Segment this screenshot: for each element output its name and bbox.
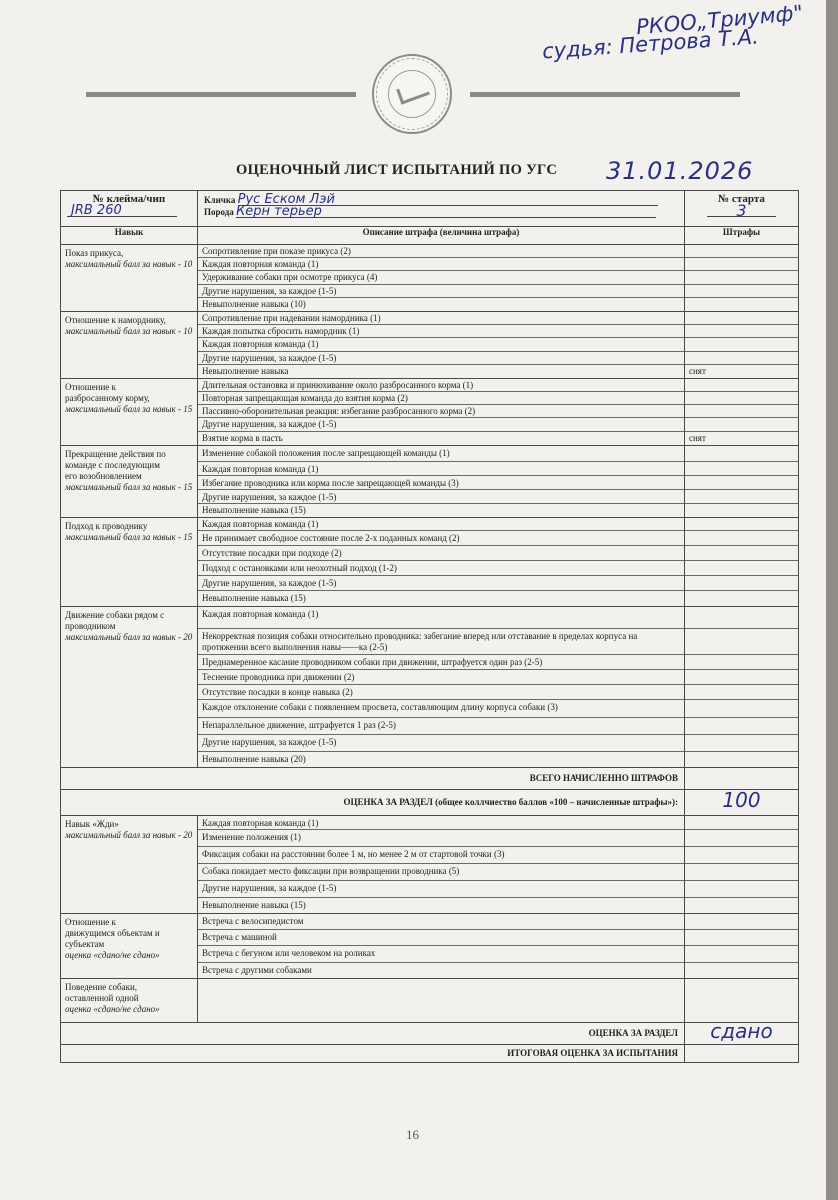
penalty-value[interactable]: [685, 963, 798, 978]
penalty-value[interactable]: [685, 518, 798, 531]
skill-name: Отношение к наморднику,: [65, 314, 166, 325]
section-result: ОЦЕНКА ЗА РАЗДЕЛ: [61, 1022, 685, 1044]
penalties-cell: [685, 311, 799, 378]
penalties-cell: [685, 815, 799, 913]
penalty-value[interactable]: [685, 298, 798, 311]
chip-cell: [61, 191, 198, 227]
penalty-value[interactable]: снят: [689, 365, 706, 376]
start-cell: [685, 191, 799, 227]
penalty-item: Сопротивление при показе прикуса (2): [198, 245, 684, 258]
section-score-handwritten: 100: [722, 787, 761, 812]
penalty-value[interactable]: [685, 629, 798, 655]
penalty-item: Сопротивление при надевании намордника (1): [198, 312, 684, 325]
penalty-value[interactable]: [685, 271, 798, 284]
skill-max-score: максимальный балл за навык - 10: [65, 259, 193, 269]
penalty-value[interactable]: [685, 718, 798, 735]
skill-name: оставленной одной: [65, 992, 139, 1003]
skill-max-score: максимальный балл за навык - 15: [65, 481, 193, 492]
penalty-item: Невыполнение навыка (20): [202, 753, 306, 764]
penalty-value[interactable]: [685, 285, 798, 298]
skill-name: Навык «Жди»: [65, 818, 119, 829]
chip-label: № клейма/чип: [92, 193, 166, 205]
penalty-value[interactable]: [685, 446, 798, 462]
penalty-value[interactable]: [685, 816, 798, 830]
handwritten-date: 31.01.2026: [606, 157, 754, 185]
skill-name: его возобновлением: [65, 470, 142, 481]
skill-name: субъектам: [65, 938, 105, 949]
description-cell: [198, 245, 685, 312]
penalty-value[interactable]: [685, 591, 798, 606]
penalty-value[interactable]: [685, 864, 798, 881]
skill-cell: [61, 606, 198, 767]
section-result-value[interactable]: [685, 1018, 799, 1044]
penalty-item: Некорректная позиция собаки относительно проводника: забегание вперед или отставание в пределах корпуса на протяжении всего выполнения навы——ка (2-5): [198, 629, 684, 655]
penalty-value[interactable]: [685, 898, 798, 913]
penalty-item: Каждая повторная команда (1): [198, 338, 684, 351]
skill-name: команде с последующим: [65, 459, 160, 470]
penalty-item: Длительная остановка и принюхивание около разбросанного корма (1): [198, 379, 684, 392]
penalty-value[interactable]: [685, 379, 798, 392]
federation-seal-icon: [372, 54, 452, 134]
skill-name: Показ прикуса,: [65, 248, 124, 258]
skill-max-score: оценка «сдано/не сдано»: [65, 1003, 160, 1014]
final-result-value[interactable]: [685, 1044, 799, 1062]
penalty-value[interactable]: [685, 735, 798, 752]
skill-cell: [61, 378, 198, 445]
description-cell: [198, 913, 685, 978]
penalty-value[interactable]: [685, 881, 798, 898]
penalty-item: Другие нарушения, за каждое (1-5): [198, 352, 684, 365]
skill-max-score: максимальный балл за навык - 10: [65, 325, 193, 336]
penalty-item: Встреча с машиной: [198, 930, 684, 946]
penalty-item: Другие нарушения, за каждое (1-5): [198, 285, 684, 298]
penalty-item: Каждая повторная команда (1): [198, 816, 684, 830]
skill-cell: [61, 978, 198, 1022]
penalty-item: Невыполнение навыка (15): [202, 504, 306, 515]
penalty-value[interactable]: [685, 700, 798, 718]
penalty-item: Другие нарушения, за каждое (1-5): [198, 576, 684, 591]
description-cell: [198, 445, 685, 517]
penalty-value[interactable]: [685, 576, 798, 591]
description-cell: [198, 606, 685, 767]
start-label: № старта: [718, 193, 765, 205]
skill-cell: [61, 517, 198, 606]
penalty-value[interactable]: [685, 405, 798, 418]
penalty-item: Не принимает свободное состояние после 2-х поданных команд (2): [198, 531, 684, 546]
description-cell: [198, 311, 685, 378]
penalties-cell: [685, 913, 799, 978]
penalty-item: Невыполнение навыка (10): [202, 298, 306, 309]
penalty-item: Пассивно-оборонительная реакция: избегание разбросанного корма (2): [198, 405, 684, 418]
handwritten-judge: судья: Петрова Т.А.: [541, 24, 760, 64]
skill-cell: [61, 445, 198, 517]
penalties-cell: [685, 606, 799, 767]
final-result: ИТОГОВАЯ ОЦЕНКА ЗА ИСПЫТАНИЯ: [61, 1044, 685, 1062]
skill-cell: [61, 913, 198, 978]
penalty-value[interactable]: [685, 312, 798, 325]
penalty-item: Преднамеренное касание проводником собаки при движении, штрафуется один раз (2-5): [198, 655, 684, 670]
skill-name: движущимся объектам и: [65, 927, 160, 938]
penalty-value[interactable]: [685, 325, 798, 338]
handwritten-organization: РКОО„Триумф": [635, 0, 804, 40]
name-breed-cell: [198, 191, 685, 227]
penalty-item: Теснение проводника при движении (2): [198, 670, 684, 685]
total-penalties-value[interactable]: [685, 767, 799, 789]
skill-cell: [61, 245, 198, 312]
penalty-item: Собака покидает место фиксации при возвращении проводника (5): [198, 864, 684, 881]
skill-max-score: максимальный балл за навык - 15: [65, 531, 193, 542]
chip-value: JRB 260: [67, 205, 177, 217]
penalty-item: Каждая повторная команда (1): [198, 258, 684, 271]
penalty-item: Каждая повторная команда (1): [198, 607, 684, 629]
penalty-item: Каждое отклонение собаки с появлением просвета, составляющим длину корпуса собаки (3): [198, 700, 684, 718]
penalty-value[interactable]: [685, 670, 798, 685]
name-label: Кличка: [204, 195, 236, 205]
penalty-value[interactable]: [685, 607, 798, 629]
penalty-value[interactable]: [685, 546, 798, 561]
breed-value: Керн терьер: [236, 206, 656, 218]
col-header-skill: Навык: [61, 227, 198, 245]
skill-name: Поведение собаки,: [65, 981, 138, 992]
penalty-item: Другие нарушения, за каждое (1-5): [198, 490, 684, 504]
penalty-item: Удерживание собаки при осмотре прикуса (4): [198, 271, 684, 284]
penalty-value[interactable]: [685, 930, 798, 946]
penalty-value[interactable]: [685, 655, 798, 670]
penalty-value[interactable]: [685, 490, 798, 504]
col-header-penalties: Штрафы: [685, 227, 799, 245]
penalty-item: Каждая повторная команда (1): [198, 462, 684, 476]
penalty-value[interactable]: [685, 946, 798, 963]
penalty-item: Фиксация собаки на расстоянии более 1 м, но менее 2 м от стартовой точки (3): [198, 847, 684, 864]
penalty-item: Невыполнение навыка (15): [202, 899, 306, 910]
penalty-item: Встреча с другими собаками: [202, 964, 312, 975]
description-cell: [198, 978, 685, 1022]
penalties-cell: [685, 378, 799, 445]
penalty-value[interactable]: [685, 392, 798, 405]
penalty-item: Невыполнение навыка (15): [202, 592, 306, 603]
document-title: ОЦЕНОЧНЫЙ ЛИСТ ИСПЫТАНИЙ ПО УГС: [236, 162, 558, 178]
penalty-item: Каждая попытка сбросить намордник (1): [198, 325, 684, 338]
skill-name: Отношение к: [65, 381, 116, 392]
penalties-cell: [685, 245, 799, 312]
penalties-cell: [685, 517, 799, 606]
penalty-value[interactable]: [685, 685, 798, 700]
penalty-item: Изменение собакой положения после запрещающей команды (1): [198, 446, 684, 462]
total-penalties: ВСЕГО НАЧИСЛЕННО ШТРАФОВ: [61, 767, 685, 789]
penalty-value[interactable]: [685, 561, 798, 576]
penalty-value[interactable]: [685, 352, 798, 365]
skill-name: Движение собаки рядом с: [65, 609, 165, 620]
penalty-value[interactable]: [685, 258, 798, 271]
skill-name: Подход к проводнику: [65, 520, 148, 531]
penalty-value[interactable]: [685, 338, 798, 351]
penalty-value[interactable]: [685, 462, 798, 476]
penalty-value[interactable]: [685, 830, 798, 847]
skill-max-score: максимальный балл за навык - 15: [65, 403, 193, 414]
name-value: Рус Еском Лэй: [238, 194, 658, 206]
penalty-value[interactable]: [685, 504, 798, 517]
header-rule-left: [86, 92, 356, 97]
penalty-item: Непараллельное движение, штрафуется 1 раз (2-5): [198, 718, 684, 735]
penalty-item: Отсутствие посадки в конце навыка (2): [198, 685, 684, 700]
penalty-item: Другие нарушения, за каждое (1-5): [198, 418, 684, 431]
penalties-cell: [685, 978, 799, 1022]
page-number: 16: [406, 1127, 419, 1142]
penalty-value[interactable]: [685, 914, 798, 930]
description-cell: [198, 815, 685, 913]
skill-max-score: максимальный балл за навык - 20: [65, 631, 193, 642]
penalty-item: Невыполнение навыка: [202, 365, 289, 376]
penalty-value[interactable]: [685, 476, 798, 490]
penalty-value[interactable]: [685, 418, 798, 431]
description-cell: [198, 378, 685, 445]
penalty-item: Отсутствие посадки при подходе (2): [198, 546, 684, 561]
description-cell: [198, 517, 685, 606]
penalty-value[interactable]: [685, 847, 798, 864]
penalty-item: Избегание проводника или корма после запрещающей команды (3): [198, 476, 684, 490]
penalty-item: Взятие корма в пасть: [202, 432, 283, 443]
skill-cell: [61, 815, 198, 913]
breed-label: Порода: [204, 207, 234, 217]
skill-name: разбросанному корму,: [65, 392, 150, 403]
penalty-item: Изменение положения (1): [198, 830, 684, 847]
skill-name: Прекращение действия по: [65, 448, 166, 459]
skill-name: Отношение к: [65, 916, 116, 927]
penalty-item: Другие нарушения, за каждое (1-5): [198, 881, 684, 898]
evaluation-table: [60, 190, 799, 1063]
skill-max-score: максимальный балл за навык - 20: [65, 829, 193, 840]
penalty-item: Встреча с велосипедистом: [198, 914, 684, 930]
penalty-value[interactable]: [685, 245, 798, 258]
penalty-value[interactable]: снят: [689, 432, 706, 443]
penalty-item: Другие нарушения, за каждое (1-5): [198, 735, 684, 752]
penalty-item: Встреча с бегуном или человеком на роликах: [198, 946, 684, 963]
skill-name: проводником: [65, 620, 116, 631]
section-score: ОЦЕНКА ЗА РАЗДЕЛ (общее коллчиество баллов «100 – начисленные штрафы»):: [61, 789, 685, 815]
penalty-item: Повторная запрещающая команда до взятия корма (2): [198, 392, 684, 405]
skill-cell: [61, 311, 198, 378]
skill-max-score: оценка «сдано/не сдано»: [65, 949, 160, 960]
section-result-handwritten: сдано: [710, 1018, 773, 1043]
col-header-description: Описание штрафа (величина штрафа): [198, 227, 685, 245]
penalties-cell: [685, 445, 799, 517]
penalty-value[interactable]: [685, 752, 798, 767]
start-value: 3: [707, 205, 776, 217]
section-score-value[interactable]: [685, 789, 799, 815]
penalty-value[interactable]: [685, 531, 798, 546]
header-rule-right: [470, 92, 740, 97]
penalty-item: Каждая повторная команда (1): [198, 518, 684, 531]
penalty-item: Подход с остановками или неохотный подход (1-2): [198, 561, 684, 576]
